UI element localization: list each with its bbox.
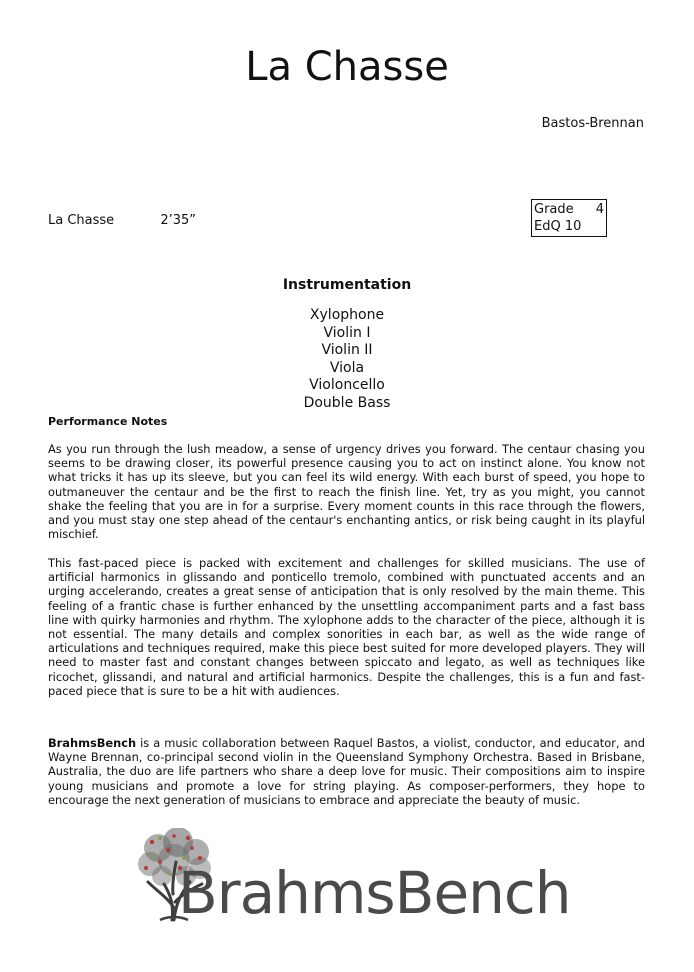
edq-label: EdQ — [534, 219, 561, 234]
edq-row — [534, 218, 606, 235]
page-title: La Chasse — [245, 44, 449, 90]
grade-box — [531, 199, 607, 237]
piece-name: La Chasse — [48, 213, 115, 228]
piece-duration: 2’35” — [160, 213, 196, 228]
instrument-item: Xylophone — [309, 307, 385, 323]
instrumentation-heading: Instrumentation — [282, 277, 412, 293]
grade-label: Grade — [534, 202, 574, 217]
instrument-item: Violoncello — [309, 377, 385, 394]
edq-value: 10 — [564, 219, 582, 234]
logo-wordmark: BrahmsBench — [178, 859, 571, 927]
brand-name: BrahmsBench — [48, 736, 137, 750]
instrument-item: Violin I — [323, 324, 371, 341]
composer-name: Bastos-Brennan — [541, 116, 644, 131]
grade-row — [534, 201, 606, 218]
instrument-item: Viola — [329, 359, 365, 376]
about-paragraph — [48, 736, 645, 807]
piece-info — [48, 213, 196, 228]
performance-notes-heading: Performance Notes — [48, 415, 168, 428]
grade-value: 4 — [595, 202, 604, 217]
instrument-item: Violin II — [321, 342, 373, 359]
instrument-list — [0, 307, 694, 413]
instrument-item: Double Bass — [303, 394, 391, 411]
about-text: is a music collaboration between Raquel Bastos, a violist, conductor, and educator, and Wayne Brennan, co-principal second violin in the Queensland Symphony Orchestra. Based in Brisbane, Australia, the duo are life partners who share a deep love for music. Their compositions aim to inspire young musicians and promote a love for string playing. As composer-performers, they hope to encourage the next generation of musicians to embrace and appreciate the beauty of music. — [48, 736, 645, 807]
performance-notes-paragraph: This fast-paced piece is packed with excitement and challenges for skilled musicians. The use of artificial harmonics in glissando and ponticello tremolo, combined with punctuated accents and an urging accelerando, creates a great sense of anticipation that is only resolved by the main theme. This feeling of a frantic chase is further enhanced by the unsettling accompaniment parts and a fast bass line with quirky harmonies and rhythm. The xylophone adds to the character of the piece, although it is not essential. The many details and complex sonorities in each bar, as well as the wide range of articulations and techniques required, make this piece best suited for more developed players. They will need to master fast and constant changes between spiccato and legato, as well as techniques like ricochet, glissandi, and natural and artificial harmonics. Despite the challenges, this is a fun and fast-paced piece that is sure to be a hit with audiences. — [48, 556, 645, 698]
brahmsbench-logo — [130, 828, 571, 928]
performance-notes-paragraph: As you run through the lush meadow, a sense of urgency drives you forward. The centaur chasing you seems to be drawing closer, its powerful presence causing you to act on instinct alone. You know not what tricks it has up its sleeve, but you can feel its wild energy. With each burst of speed, you hope to outmaneuver the centaur and be the first to reach the finish line. Yet, try as you might, you cannot shake the feeling that you are in for a surprise. Every moment counts in this race through the flowers, and you must stay one step ahead of the centaur's enchanting antics, or risk being caught in its playful mischief. — [48, 442, 645, 542]
